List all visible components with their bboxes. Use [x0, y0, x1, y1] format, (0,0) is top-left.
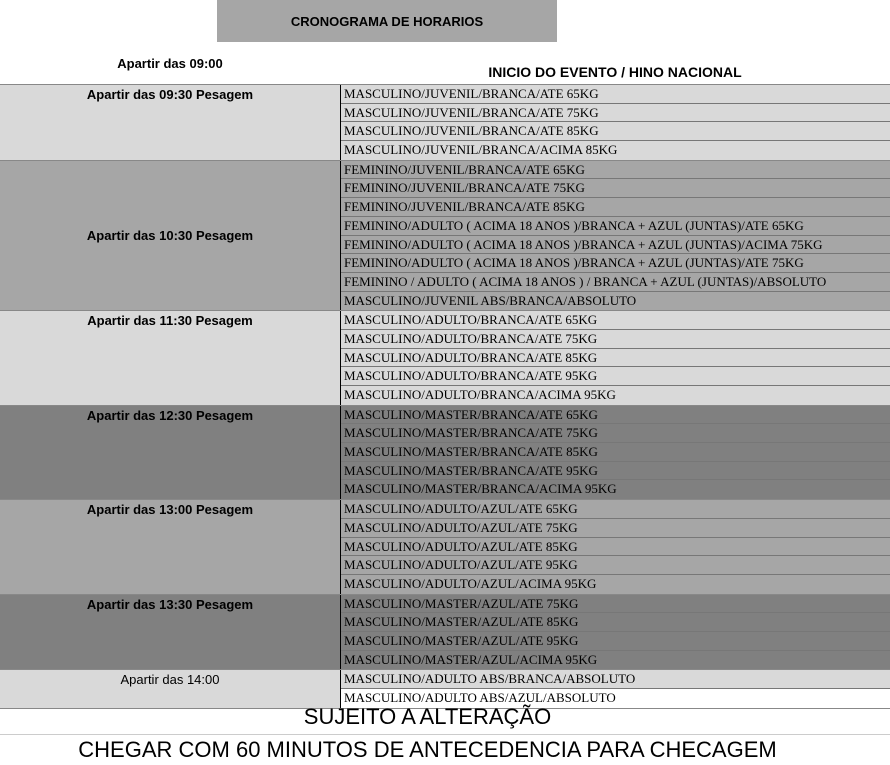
group-time: Apartir das 09:30 Pesagem [86, 87, 254, 102]
category-row: MASCULINO/ADULTO/AZUL/ACIMA 95KG [344, 575, 597, 591]
category-row: MASCULINO/ADULTO/BRANCA/ATE 95KG [341, 367, 890, 386]
category-row: MASCULINO/MASTER/AZUL/ATE 85KG [341, 613, 890, 632]
category-row: MASCULINO/JUVENIL ABS/BRANCA/ABSOLUTO [344, 292, 637, 308]
category-row: MASCULINO/JUVENIL/BRANCA/ATE 75KG [341, 104, 890, 123]
group-time: Apartir das 14:00 [120, 672, 220, 688]
schedule-group [0, 594, 890, 670]
category-row: FEMININO / ADULTO ( ACIMA 18 ANOS ) / BRANCA + AZUL (JUNTAS)/ABSOLUTO [341, 273, 890, 292]
schedule-group [0, 669, 890, 708]
category-list [340, 500, 890, 593]
category-row: FEMININO/JUVENIL/BRANCA/ATE 65KG [341, 161, 890, 180]
category-row: MASCULINO/MASTER/BRANCA/ACIMA 95KG [344, 481, 617, 497]
schedule-group [0, 160, 890, 311]
category-row: MASCULINO/ADULTO ABS/AZUL/ABSOLUTO [341, 689, 890, 708]
schedule-table [0, 84, 890, 709]
category-row: MASCULINO/MASTER/AZUL/ACIMA 95KG [344, 651, 598, 667]
category-row: MASCULINO/ADULTO/BRANCA/ATE 75KG [341, 330, 890, 349]
category-row: MASCULINO/ADULTO/BRANCA/ATE 85KG [341, 349, 890, 368]
category-row: MASCULINO/MASTER/BRANCA/ATE 95KG [341, 462, 890, 481]
schedule-group [0, 310, 890, 404]
category-list [340, 311, 890, 404]
category-row: MASCULINO/ADULTO/AZUL/ATE 85KG [341, 538, 890, 557]
category-row: FEMININO/JUVENIL/BRANCA/ATE 85KG [341, 198, 890, 217]
group-time: Apartir das 13:00 Pesagem [86, 502, 254, 518]
divider [0, 734, 890, 735]
category-row: MASCULINO/ADULTO ABS/BRANCA/ABSOLUTO [341, 670, 890, 689]
subject-to-change-note: SUJEITO A ALTERAÇÃO [303, 704, 552, 729]
schedule-group [0, 405, 890, 499]
group-time: Apartir das 10:30 Pesagem [86, 228, 254, 243]
category-row: MASCULINO/ADULTO/BRANCA/ACIMA 95KG [344, 387, 616, 402]
category-row: MASCULINO/MASTER/AZUL/ATE 75KG [341, 595, 890, 614]
category-row: MASCULINO/JUVENIL/BRANCA/ATE 65KG [341, 85, 890, 104]
category-row: FEMININO/JUVENIL/BRANCA/ATE 75KG [341, 179, 890, 198]
category-row: MASCULINO/JUVENIL/BRANCA/ATE 85KG [341, 122, 890, 141]
page-title: CRONOGRAMA DE HORARIOS [217, 0, 557, 42]
category-list [340, 406, 890, 499]
category-list [340, 85, 890, 160]
category-list [340, 595, 890, 670]
event-start-heading: INICIO DO EVENTO / HINO NACIONAL [488, 64, 742, 80]
start-time: Apartir das 09:00 [117, 56, 223, 71]
category-list [340, 670, 890, 707]
category-row: MASCULINO/ADULTO/AZUL/ATE 65KG [341, 500, 890, 519]
category-row: FEMININO/ADULTO ( ACIMA 18 ANOS )/BRANCA + AZUL (JUNTAS)/ATE 75KG [341, 254, 890, 273]
group-time: Apartir das 13:30 Pesagem [86, 596, 254, 612]
category-row: MASCULINO/ADULTO/AZUL/ATE 95KG [341, 556, 890, 575]
category-row: MASCULINO/MASTER/BRANCA/ATE 75KG [341, 424, 890, 443]
group-time: Apartir das 11:30 Pesagem [87, 313, 253, 329]
group-time: Apartir das 12:30 Pesagem [86, 407, 254, 423]
category-row: MASCULINO/JUVENIL/BRANCA/ACIMA 85KG [344, 142, 618, 158]
category-row: MASCULINO/MASTER/BRANCA/ATE 85KG [341, 443, 890, 462]
arrival-note: CHEGAR COM 60 MINUTOS DE ANTECEDENCIA PARA CHECAGEM [78, 737, 777, 762]
category-row: MASCULINO/ADULTO/AZUL/ATE 75KG [341, 519, 890, 538]
category-row: MASCULINO/ADULTO/BRANCA/ATE 65KG [341, 311, 890, 330]
schedule-group [0, 84, 890, 160]
schedule-group [0, 499, 890, 593]
category-row: FEMININO/ADULTO ( ACIMA 18 ANOS )/BRANCA + AZUL (JUNTAS)/ACIMA 75KG [341, 236, 890, 255]
category-row: MASCULINO/MASTER/BRANCA/ATE 65KG [341, 406, 890, 425]
category-list [340, 161, 890, 311]
category-row: FEMININO/ADULTO ( ACIMA 18 ANOS )/BRANCA + AZUL (JUNTAS)/ATE 65KG [341, 217, 890, 236]
category-row: MASCULINO/MASTER/AZUL/ATE 95KG [341, 632, 890, 651]
